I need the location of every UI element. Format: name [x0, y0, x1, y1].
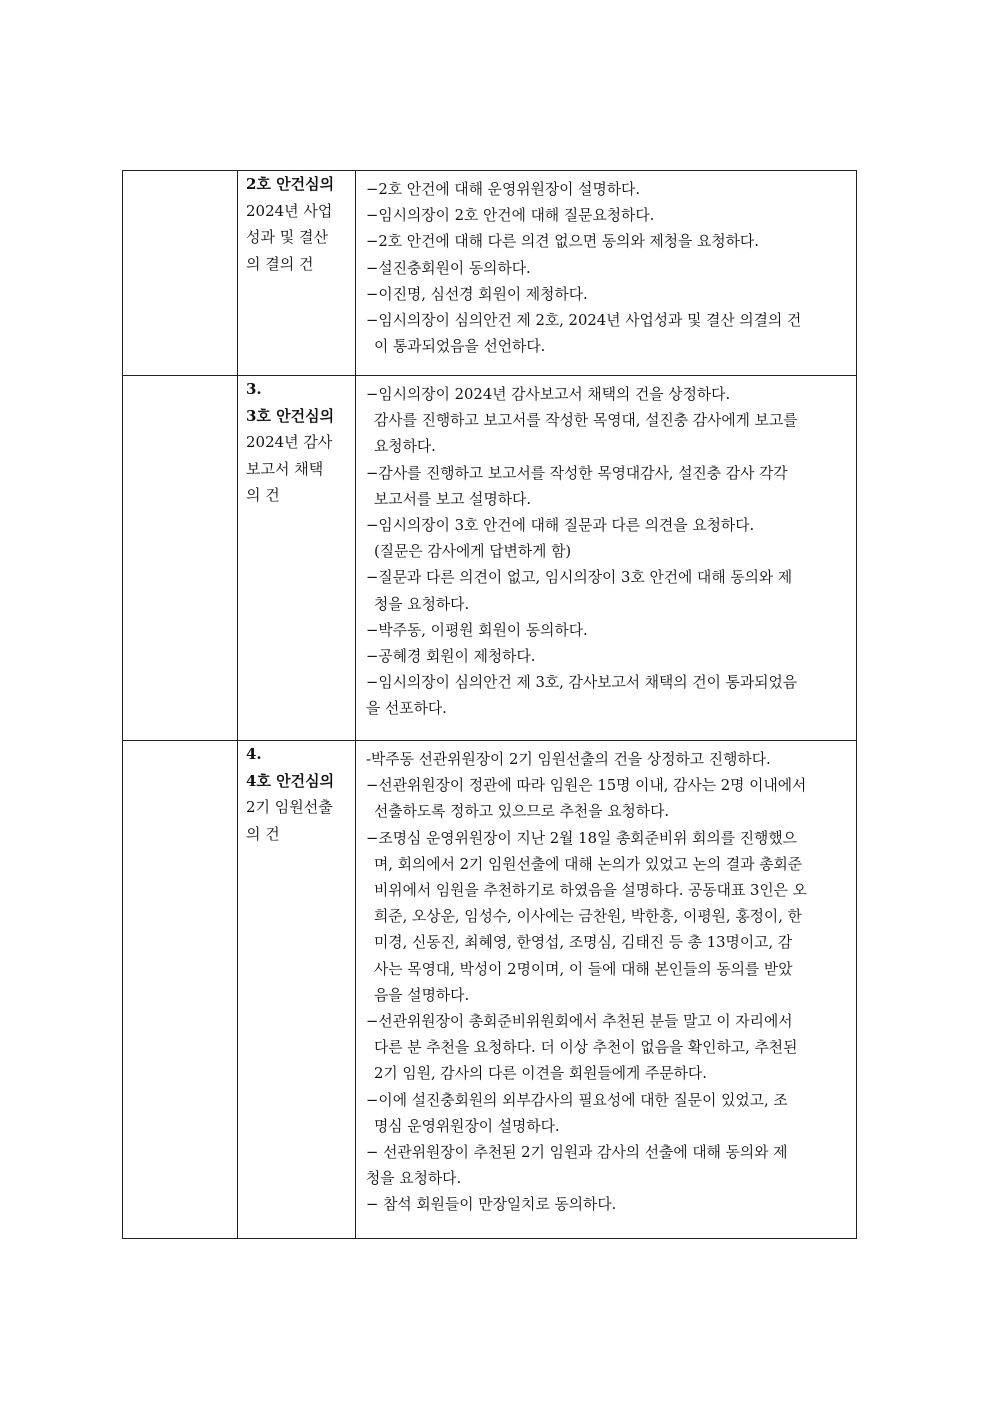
minutes-table: [122, 170, 857, 1239]
agenda-description: 의 건: [246, 486, 280, 504]
proceedings-line: 청을 요청하다.: [366, 1170, 462, 1188]
proceedings-line: 며, 회의에서 2기 임원선출에 대해 논의가 있었고 논의 결과 총회준: [374, 855, 803, 873]
proceedings-cell: [356, 376, 857, 741]
agenda-row: [123, 376, 857, 741]
agenda-row: [123, 171, 857, 376]
agenda-description: 의 건: [246, 824, 280, 843]
agenda-number: 4.: [246, 745, 262, 763]
agenda-row: [123, 741, 857, 1239]
agenda-description: 2024년 사업: [246, 201, 333, 220]
proceedings-line: 비위에서 임원을 추천하기로 하였음을 설명하다. 공동대표 3인은 오: [374, 882, 807, 900]
proceedings-line: 감사를 진행하고 보고서를 작성한 목영대, 설진충 감사에게 보고를: [374, 412, 798, 430]
proceedings-line: 미경, 신동진, 최혜영, 한영섭, 조명심, 김태진 등 총 13명이고, 감: [374, 934, 793, 952]
proceedings-line: -박주동 선관위원장이 2기 임원선출의 건을 상정하고 진행하다.: [366, 751, 771, 768]
proceedings-line: 사는 목영대, 박성이 2명이며, 이 들에 대해 본인들의 동의를 받았: [374, 960, 793, 978]
agenda-cell: [238, 376, 356, 741]
blank-cell: [123, 171, 238, 376]
proceedings-line: −질문과 다른 의견이 없고, 임시의장이 3호 안건에 대해 동의와 제: [366, 569, 793, 587]
proceedings-line: −설진충회원이 동의하다.: [366, 259, 531, 277]
proceedings-line: 희준, 오상운, 임성수, 이사에는 금찬원, 박한흥, 이평원, 홍정이, 한: [374, 908, 802, 926]
agenda-cell: [238, 171, 356, 376]
proceedings-line: 청을 요청하다.: [374, 595, 470, 613]
proceedings-line: − 참석 회원들이 만장일치로 동의하다.: [366, 1196, 617, 1214]
proceedings-line: 이 통과되었음을 선언하다.: [374, 338, 546, 356]
proceedings-line: −2호 안건에 대해 운영위원장이 설명하다.: [366, 181, 641, 198]
agenda-cell: [238, 741, 356, 1239]
proceedings-line: −선관위원장이 총회준비위원회에서 추천된 분들 말고 이 자리에서: [366, 1013, 793, 1031]
proceedings-line: −박주동, 이평원 회원이 동의하다.: [366, 621, 588, 639]
proceedings-line: 선출하도록 정하고 있으므로 추천을 요청하다.: [374, 803, 670, 821]
agenda-description: 2기 임원선출: [246, 798, 333, 816]
agenda-description: 보고서 채택: [246, 459, 324, 478]
proceedings-line: −임시의장이 심의안건 제 2호, 2024년 사업성과 및 결산 의결의 건: [366, 312, 802, 330]
agenda-title: 3호 안건심의: [246, 406, 335, 425]
proceedings-line: −선관위원장이 정관에 따라 임원은 15명 이내, 감사는 2명 이내에서: [366, 777, 807, 795]
proceedings-line: (질문은 감사에게 답변하게 함): [374, 543, 572, 561]
proceedings-line: 다른 분 추천을 요청하다. 더 이상 추천이 없음을 확인하고, 추천된: [374, 1039, 798, 1057]
proceedings-line: 보고서를 보고 설명하다.: [374, 490, 532, 508]
proceedings-cell: [356, 741, 857, 1239]
blank-cell: [123, 376, 238, 741]
proceedings-line: −임시의장이 3호 안건에 대해 질문과 다른 의견을 요청하다.: [366, 517, 755, 535]
proceedings-line: −감사를 진행하고 보고서를 작성한 목영대감사, 설진충 감사 각각: [366, 464, 788, 482]
agenda-title: 4호 안건심의: [246, 771, 335, 790]
blank-cell: [123, 741, 238, 1239]
proceedings-line: 명심 운영위원장이 설명하다.: [374, 1117, 560, 1135]
proceedings-line: −조명심 운영위원장이 지난 2월 18일 총회준비위 회의를 진행했으: [366, 829, 797, 847]
proceedings-line: 2기 임원, 감사의 다른 이견을 회원들에게 주문하다.: [374, 1065, 707, 1083]
proceedings-line: −임시의장이 2024년 감사보고서 채택의 건을 상정하다.: [366, 386, 731, 403]
proceedings-line: 을 선포하다.: [366, 700, 447, 718]
agenda-description: 의 결의 건: [246, 254, 314, 273]
proceedings-line: −임시의장이 2호 안건에 대해 질문요청하다.: [366, 207, 655, 225]
agenda-title: 2호 안건심의: [246, 175, 335, 193]
proceedings-line: 요청하다.: [374, 438, 436, 456]
proceedings-line: −이진명, 심선경 회원이 제청하다.: [366, 285, 588, 303]
agenda-number: 3.: [246, 380, 262, 398]
agenda-description: 2024년 감사: [246, 433, 333, 451]
proceedings-line: −공혜경 회원이 제청하다.: [366, 648, 536, 666]
proceedings-line: − 선관위원장이 추천된 2기 임원과 감사의 선출에 대해 동의와 제: [366, 1144, 788, 1162]
agenda-description: 성과 및 결산: [246, 228, 328, 246]
proceedings-line: −이에 설진충회원의 외부감사의 필요성에 대한 질문이 있었고, 조: [366, 1091, 788, 1109]
proceedings-cell: [356, 171, 857, 376]
proceedings-line: −2호 안건에 대해 다른 의견 없으면 동의와 제청을 요청하다.: [366, 233, 759, 251]
proceedings-line: 음을 설명하다.: [374, 986, 470, 1004]
proceedings-line: −임시의장이 심의안건 제 3호, 감사보고서 채택의 건이 통과되었음: [366, 674, 798, 692]
